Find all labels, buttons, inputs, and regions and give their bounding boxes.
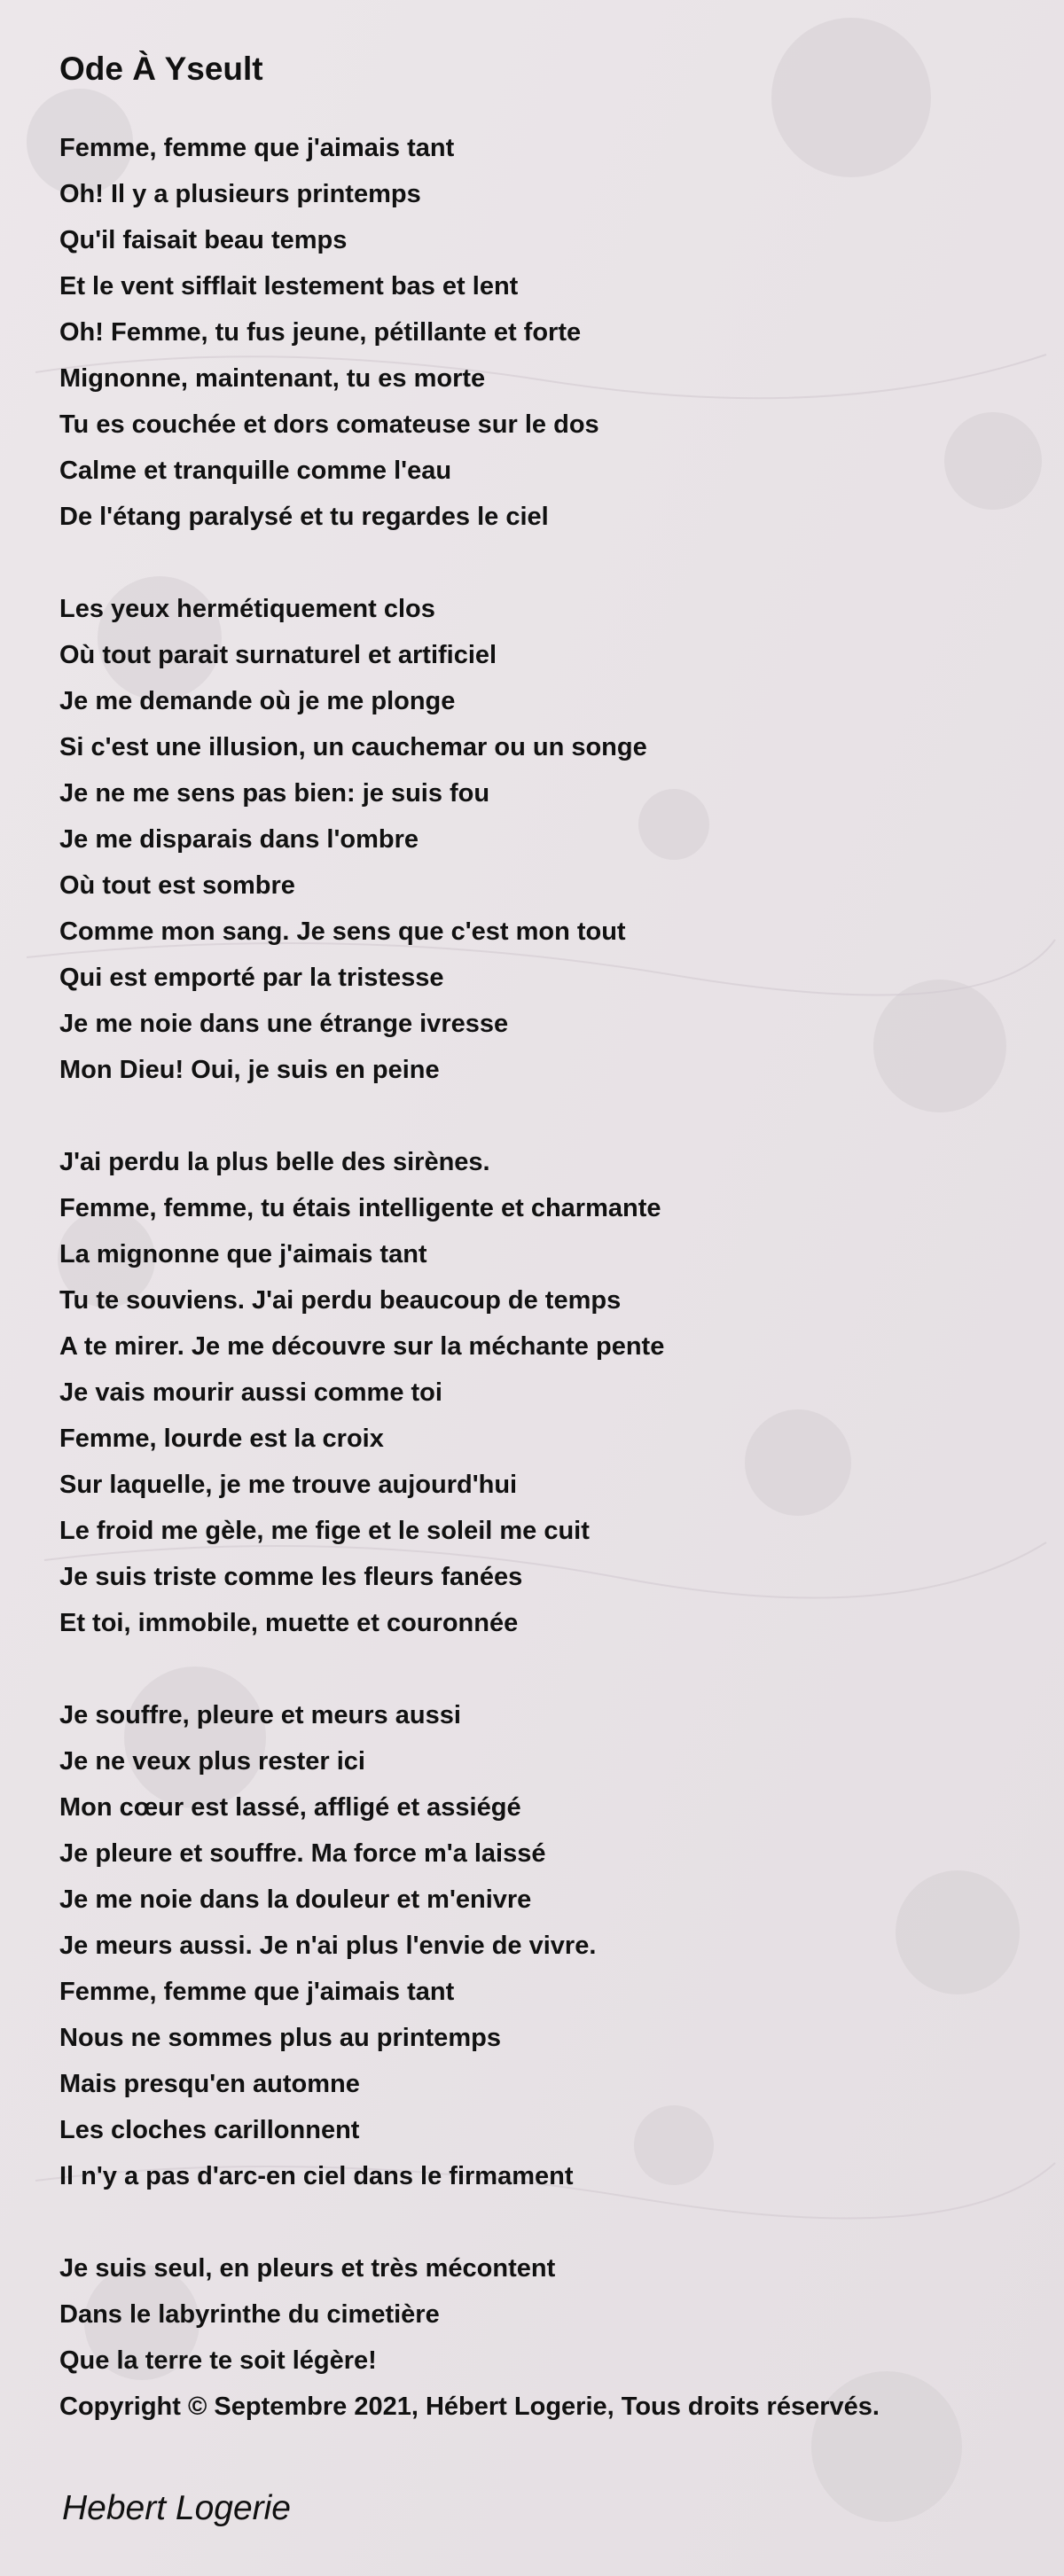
poem-stanza bbox=[59, 586, 1035, 1093]
poem-line: Qu'il faisait beau temps bbox=[59, 226, 348, 254]
poem-author: Hebert Logerie bbox=[62, 2489, 291, 2527]
poem-line: Je me demande où je me plonge bbox=[59, 687, 456, 715]
poem-line: Je meurs aussi. Je n'ai plus l'envie de vivre. bbox=[59, 1932, 597, 1960]
poem-line: La mignonne que j'aimais tant bbox=[59, 1240, 427, 1268]
poem-line: Oh! Il y a plusieurs printemps bbox=[59, 180, 421, 208]
poem-line: Le froid me gèle, me fige et le soleil me cuit bbox=[59, 1517, 590, 1545]
poem-line: Je me noie dans la douleur et m'enivre bbox=[59, 1885, 532, 1914]
poem-line: Mon cœur est lassé, affligé et assiégé bbox=[59, 1793, 521, 1822]
poem-line: Je suis triste comme les fleurs fanées bbox=[59, 1563, 523, 1591]
poem-line: Où tout est sombre bbox=[59, 871, 295, 900]
poem-line: Je suis seul, en pleurs et très mécontent bbox=[59, 2254, 556, 2283]
poem-line: Si c'est une illusion, un cauchemar ou un songe bbox=[59, 733, 647, 761]
poem-line: Copyright © Septembre 2021, Hébert Logerie, Tous droits réservés. bbox=[59, 2393, 880, 2421]
poem-line: Que la terre te soit légère! bbox=[59, 2346, 377, 2375]
poem-line: Nous ne sommes plus au printemps bbox=[59, 2024, 501, 2052]
poem-line: De l'étang paralysé et tu regardes le ciel bbox=[59, 503, 549, 531]
poem-line: Où tout parait surnaturel et artificiel bbox=[59, 641, 497, 669]
poem-line: Sur laquelle, je me trouve aujourd'hui bbox=[59, 1471, 518, 1499]
poem-line: Je ne me sens pas bien: je suis fou bbox=[59, 779, 490, 808]
poem-stanza bbox=[59, 1692, 1035, 2199]
poem-line: Je ne veux plus rester ici bbox=[59, 1747, 365, 1776]
poem-line: Et toi, immobile, muette et couronnée bbox=[59, 1609, 519, 1637]
poem-line: A te mirer. Je me découvre sur la méchante pente bbox=[59, 1332, 665, 1361]
poem-line: Et le vent sifflait lestement bas et lent bbox=[59, 272, 519, 301]
poem-container bbox=[59, 44, 1035, 2476]
poem-line: Qui est emporté par la tristesse bbox=[59, 964, 444, 992]
poem-line: Dans le labyrinthe du cimetière bbox=[59, 2300, 440, 2329]
poem-line: Femme, femme, tu étais intelligente et charmante bbox=[59, 1194, 661, 1222]
poem-line: Femme, lourde est la croix bbox=[59, 1425, 384, 1453]
poem-stanza bbox=[59, 1139, 1035, 1646]
poem-line: Je vais mourir aussi comme toi bbox=[59, 1378, 442, 1407]
poem-line: Je me noie dans une étrange ivresse bbox=[59, 1010, 509, 1038]
poem-line: Oh! Femme, tu fus jeune, pétillante et forte bbox=[59, 318, 582, 347]
poem-line: Il n'y a pas d'arc-en ciel dans le firmament bbox=[59, 2162, 574, 2190]
poem-body bbox=[59, 125, 1035, 2430]
poem-line: Je me disparais dans l'ombre bbox=[59, 825, 419, 854]
poem-line: Mignonne, maintenant, tu es morte bbox=[59, 364, 486, 393]
poem-line: Je pleure et souffre. Ma force m'a laissé bbox=[59, 1839, 546, 1868]
poem-stanza bbox=[59, 2245, 1035, 2430]
poem-line: J'ai perdu la plus belle des sirènes. bbox=[59, 1148, 490, 1176]
poem-line: Femme, femme que j'aimais tant bbox=[59, 1978, 455, 2006]
poem-line: Calme et tranquille comme l'eau bbox=[59, 457, 452, 485]
poem-line: Tu te souviens. J'ai perdu beaucoup de temps bbox=[59, 1286, 622, 1315]
poem-line: Mais presqu'en automne bbox=[59, 2070, 360, 2098]
poem-line: Tu es couchée et dors comateuse sur le dos bbox=[59, 410, 599, 439]
poem-title: Ode À Yseult bbox=[59, 51, 263, 87]
poem-stanza bbox=[59, 125, 1035, 540]
poem-line: Femme, femme que j'aimais tant bbox=[59, 134, 455, 162]
poem-line: Les cloches carillonnent bbox=[59, 2116, 360, 2144]
poem-line: Les yeux hermétiquement clos bbox=[59, 595, 435, 623]
poem-line: Comme mon sang. Je sens que c'est mon tout bbox=[59, 917, 626, 946]
poem-line: Je souffre, pleure et meurs aussi bbox=[59, 1701, 461, 1729]
poem-line: Mon Dieu! Oui, je suis en peine bbox=[59, 1056, 440, 1084]
